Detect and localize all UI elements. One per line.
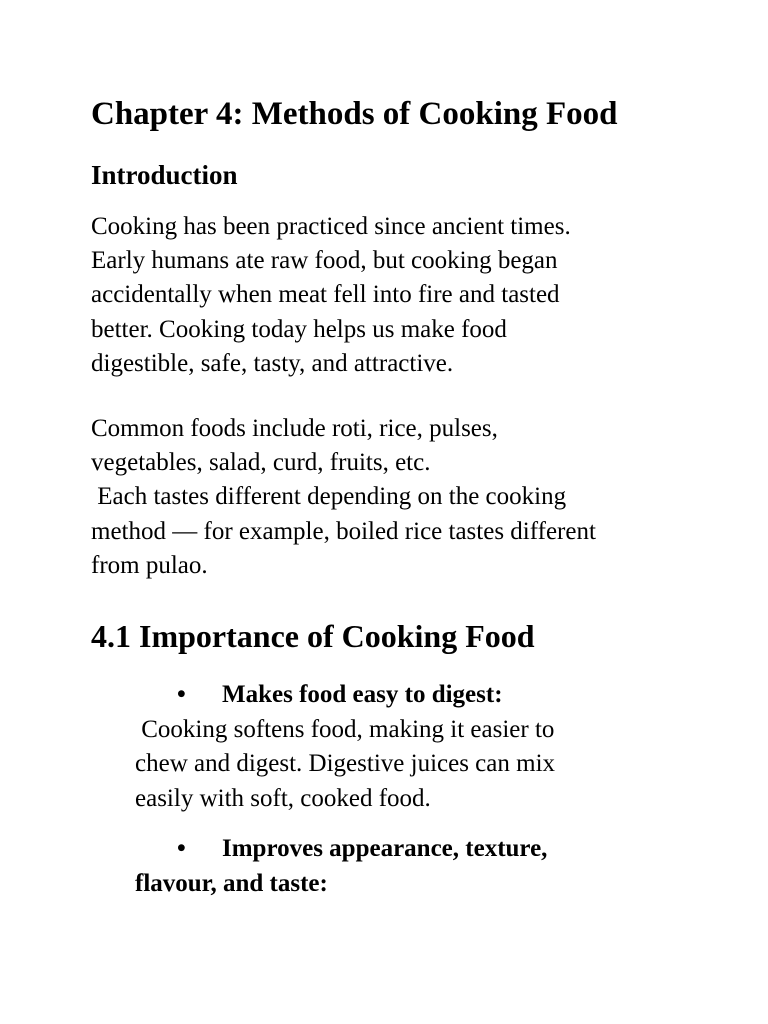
intro-line: Cooking has been practiced since ancient times. <box>91 213 571 240</box>
bullet-body-line: chew and digest. Digestive juices can mix <box>135 750 556 777</box>
bullet-item-digest <box>135 678 695 816</box>
foods-paragraph <box>91 412 691 583</box>
intro-paragraph <box>91 210 691 381</box>
bullet-item-appearance <box>135 832 695 901</box>
intro-line: Early humans ate raw food, but cooking began <box>91 247 558 275</box>
bullet-heading: Makes food easy to digest: <box>222 681 503 708</box>
bullet-icon: • <box>177 681 186 708</box>
foods-line: vegetables, salad, curd, fruits, etc. <box>91 449 431 477</box>
foods-line: from pulao. <box>91 551 208 579</box>
chapter-title: Chapter 4: Methods of Cooking Food <box>91 96 618 132</box>
bullet-body-line: easily with soft, cooked food. <box>135 784 431 812</box>
intro-line: better. Cooking today helps us make food <box>91 315 507 343</box>
intro-line: accidentally when meat fell into fire and tasted <box>91 281 560 309</box>
foods-line: Common foods include roti, rice, pulses, <box>91 415 498 442</box>
foods-line: method — for example, boiled rice tastes different <box>91 517 596 545</box>
bullet-body-line: Cooking softens food, making it easier to <box>135 715 555 743</box>
section-heading: 4.1 Importance of Cooking Food <box>91 618 535 654</box>
bullet-heading: flavour, and taste: <box>135 869 328 897</box>
bullet-heading: Improves appearance, texture, <box>222 835 548 862</box>
intro-line: digestible, safe, tasty, and attractive. <box>91 349 454 377</box>
bullet-icon: • <box>177 835 186 862</box>
foods-line: Each tastes different depending on the cooking <box>91 483 567 511</box>
intro-heading: Introduction <box>91 160 238 190</box>
